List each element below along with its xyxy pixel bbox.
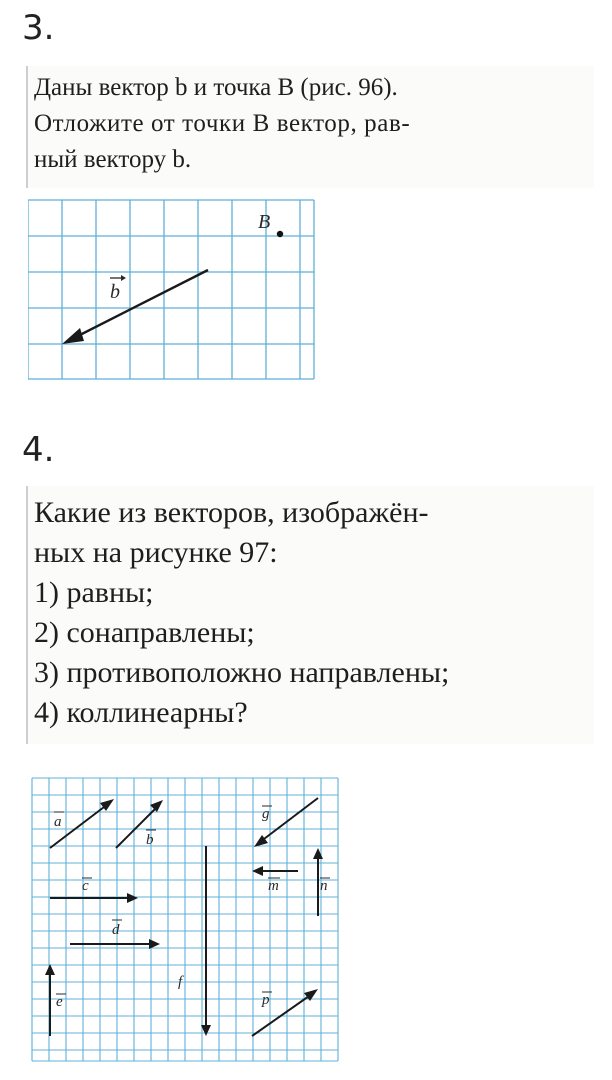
vector-a-label: a [54, 814, 62, 830]
vector-b-label: b [146, 832, 154, 848]
vector-c-label: c [82, 878, 89, 894]
problem-4-item-2: 2) сонаправлены; [34, 616, 255, 649]
vector-b [116, 800, 163, 848]
point-b [277, 231, 283, 237]
vector-m-label: m [268, 878, 279, 894]
problem-4-number: 4. [22, 430, 55, 470]
point-b-label: B [258, 211, 271, 233]
vector-n-label: n [320, 878, 328, 894]
vector-f-label: f [178, 974, 183, 990]
problem-4-line-1: Какие из векторов, изображён- [34, 496, 429, 529]
vector-b-label: b [110, 281, 120, 303]
vector-m [252, 866, 298, 876]
problem-3-line-1: Даны вектор b и точка B (рис. 96). [34, 74, 398, 101]
problem-3-line-3: ный вектору b. [34, 146, 192, 173]
problem-3-number: 3. [22, 8, 55, 48]
problem-3-line-2: Отложите от точки B вектор, рав- [34, 110, 411, 137]
problem-4-text-panel [26, 486, 594, 744]
figure-96 [28, 196, 318, 386]
problem-4-item-4: 4) коллинеарны? [34, 696, 248, 729]
problem-3-text-panel [26, 66, 594, 188]
figure-97 [28, 774, 344, 1068]
vector-e [45, 964, 55, 1036]
problem-4-item-3: 3) противоположно направлены; [34, 656, 450, 689]
vector-b [62, 270, 208, 344]
vector-c [50, 893, 138, 903]
vector-e-label: e [56, 994, 63, 1010]
figure-97-grid [32, 778, 338, 1061]
vector-d-label: d [112, 922, 120, 938]
problem-4-line-2: ных на рисунке 97: [34, 536, 278, 569]
vector-p-label: p [262, 992, 270, 1008]
problem-4-item-1: 1) равны; [34, 576, 154, 609]
vector-g-label: g [262, 806, 270, 822]
